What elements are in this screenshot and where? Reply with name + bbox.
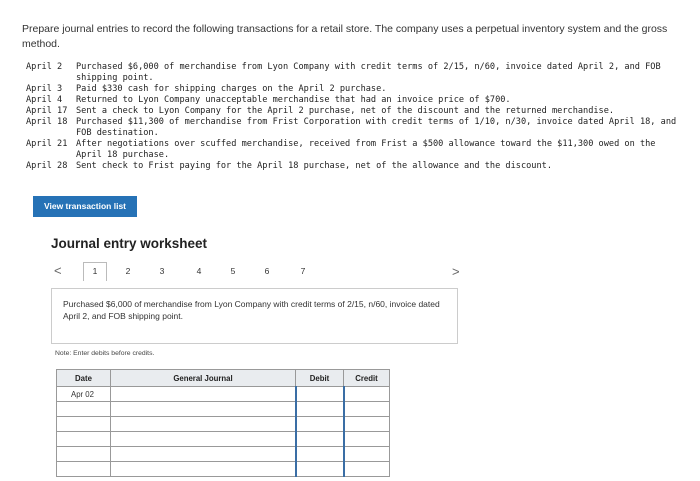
row-date: Apr 02 bbox=[57, 387, 111, 402]
credit-input[interactable] bbox=[344, 417, 390, 432]
transaction-text: Purchased $11,300 of merchandise from Frist Corporation with credit terms of 1/10, n/30, invoice dated April 18, and FOB destination. bbox=[76, 117, 677, 138]
view-transaction-list-button[interactable]: View transaction list bbox=[33, 196, 137, 217]
debit-input[interactable] bbox=[296, 402, 344, 417]
debit-input[interactable] bbox=[296, 432, 344, 447]
table-row bbox=[57, 447, 390, 462]
row-date bbox=[57, 447, 111, 462]
table-row bbox=[57, 462, 390, 477]
account-input[interactable] bbox=[111, 417, 296, 432]
entry-description: Purchased $6,000 of merchandise from Lyon Company with credit terms of 2/15, n/60, invoice dated April 2, and FOB shipping point. bbox=[51, 288, 458, 344]
transaction-text: Sent check to Frist paying for the April 18 purchase, net of the allowance and the discount. bbox=[76, 161, 552, 171]
credit-input[interactable] bbox=[344, 387, 390, 402]
prev-page-icon[interactable]: < bbox=[54, 263, 62, 278]
debit-input[interactable] bbox=[296, 387, 344, 402]
transaction-item bbox=[26, 161, 686, 172]
account-input[interactable] bbox=[111, 462, 296, 477]
col-header-debit: Debit bbox=[296, 370, 344, 387]
table-row bbox=[57, 432, 390, 447]
credit-input[interactable] bbox=[344, 447, 390, 462]
debit-input[interactable] bbox=[296, 417, 344, 432]
credit-input[interactable] bbox=[344, 402, 390, 417]
col-header-general-journal: General Journal bbox=[111, 370, 296, 387]
worksheet-title: Journal entry worksheet bbox=[51, 236, 208, 251]
page-tab-5[interactable]: 5 bbox=[230, 266, 236, 276]
page-tab-6[interactable]: 6 bbox=[264, 266, 270, 276]
credit-input[interactable] bbox=[344, 432, 390, 447]
row-date bbox=[57, 402, 111, 417]
transaction-item bbox=[26, 62, 686, 84]
transaction-text: Purchased $6,000 of merchandise from Lyon Company with credit terms of 2/15, n/60, invoice dated April 2, and FOB shipping point. bbox=[76, 62, 661, 83]
account-input[interactable] bbox=[111, 402, 296, 417]
next-page-icon[interactable]: > bbox=[452, 264, 460, 279]
journal-table bbox=[56, 369, 390, 477]
transaction-item bbox=[26, 139, 686, 161]
col-header-credit: Credit bbox=[344, 370, 390, 387]
transaction-text: After negotiations over scuffed merchandise, received from Frist a $500 allowance toward the $11,300 owed on the April 18 purchase. bbox=[76, 139, 656, 160]
worksheet-pager bbox=[51, 262, 476, 281]
transaction-text: Paid $330 cash for shipping charges on the April 2 purchase. bbox=[76, 84, 387, 94]
row-date bbox=[57, 462, 111, 477]
page-tab-2[interactable]: 2 bbox=[125, 266, 131, 276]
transaction-text: Sent a check to Lyon Company for the April 2 purchase, net of the discount and the returned merchandise. bbox=[76, 106, 615, 116]
transaction-date: April 4 bbox=[26, 95, 63, 105]
transaction-date: April 3 bbox=[26, 84, 63, 94]
transaction-text: Returned to Lyon Company unacceptable merchandise that had an invoice price of $700. bbox=[76, 95, 511, 105]
transaction-date: April 21 bbox=[26, 139, 68, 149]
transaction-item bbox=[26, 106, 686, 117]
credit-input[interactable] bbox=[344, 462, 390, 477]
transaction-list bbox=[26, 62, 686, 172]
page-tab-1[interactable]: 1 bbox=[83, 262, 107, 281]
page-tab-3[interactable]: 3 bbox=[159, 266, 165, 276]
debit-input[interactable] bbox=[296, 462, 344, 477]
transaction-date: April 18 bbox=[26, 117, 68, 127]
transaction-date: April 2 bbox=[26, 62, 63, 72]
account-input[interactable] bbox=[111, 387, 296, 402]
table-row bbox=[57, 417, 390, 432]
table-row bbox=[57, 402, 390, 417]
entry-note: Note: Enter debits before credits. bbox=[55, 350, 155, 357]
debit-input[interactable] bbox=[296, 447, 344, 462]
account-input[interactable] bbox=[111, 447, 296, 462]
transaction-date: April 17 bbox=[26, 106, 68, 116]
account-input[interactable] bbox=[111, 432, 296, 447]
transaction-item bbox=[26, 95, 686, 106]
transaction-item bbox=[26, 117, 686, 139]
instructions-text: Prepare journal entries to record the following transactions for a retail store. The company uses a perpetual inventory system and the gross method. bbox=[22, 23, 668, 50]
table-row bbox=[57, 387, 390, 402]
row-date bbox=[57, 432, 111, 447]
row-date bbox=[57, 417, 111, 432]
page-tab-4[interactable]: 4 bbox=[196, 266, 202, 276]
page-tab-7[interactable]: 7 bbox=[300, 266, 306, 276]
transaction-item bbox=[26, 84, 686, 95]
col-header-date: Date bbox=[57, 370, 111, 387]
transaction-date: April 28 bbox=[26, 161, 68, 171]
